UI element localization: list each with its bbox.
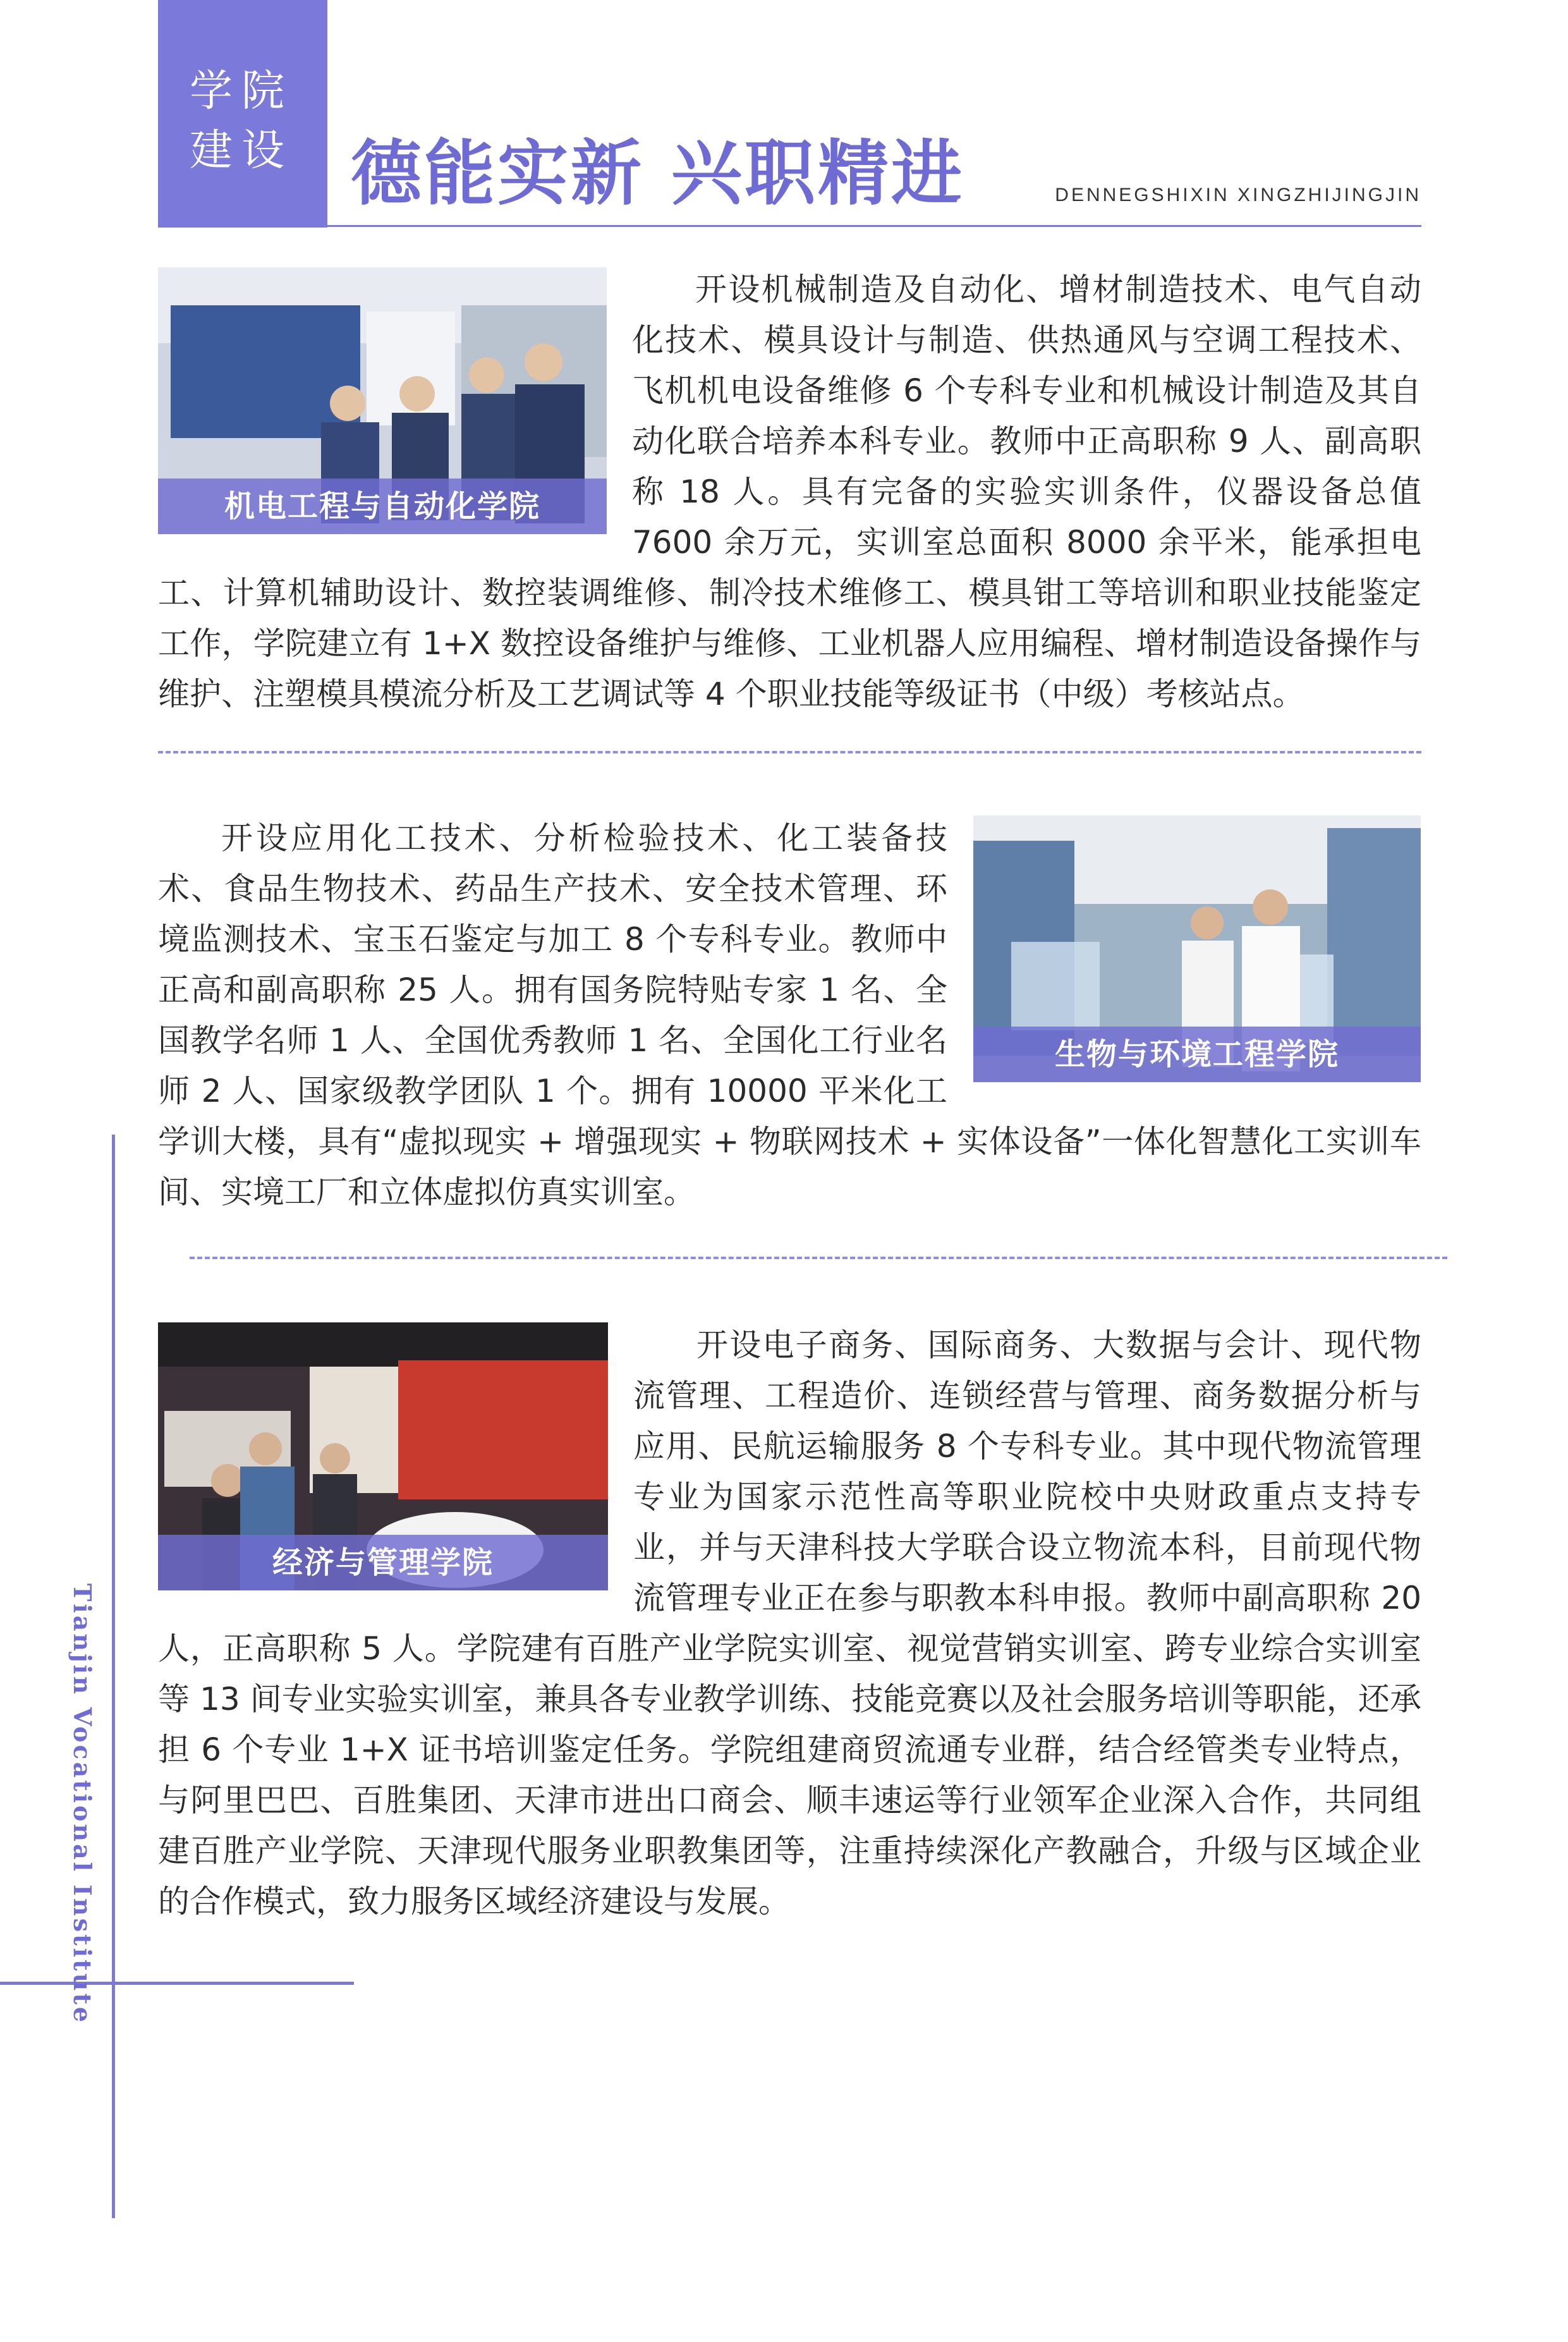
float-spacer — [973, 813, 1421, 1110]
page-subtitle: DENNEGSHIXIN XINGZHIJINGJIN — [1055, 185, 1421, 205]
side-horizontal-rule — [0, 1982, 354, 1985]
photo-econ-mgmt-caption: 经济与管理学院 — [158, 1535, 608, 1590]
section-tag-line1: 学院 — [190, 66, 294, 116]
section-mechatronics-text: 开设机械制造及自动化、增材制造技术、电气自动化技术、模具设计与制造、供热通风与空调工程技术、飞机机电设备维修 6 个专科专业和机械设计制造及其自动化联合培养本科专业。教师中正高职称 9 人、副高职称 18 人。具有完备的实验实训条件，仪器设备总值 7600 余万元，实训室总面积 8000 余平米，能承担电工、计算机辅助设计、数控装调维修、制冷技术维修工、模具钳工等培训和职业技能鉴定工作，学院建立有 1+X 数控设备维护与维修、工业机器人应用编程、增材制造设备操作与维护、注塑模具模流分析及工艺调试等 4 个职业技能等级证书（中级）考核站点。 — [158, 264, 1421, 719]
section-econ-mgmt-text: 开设电子商务、国际商务、大数据与会计、现代物流管理、工程造价、连锁经营与管理、商务数据分析与应用、民航运输服务 8 个专科专业。其中现代物流管理专业为国家示范性高等职业院校中央财政重点支持专业，并与天津科技大学联合设立物流本科，目前现代物流管理专业正在参与职教本科申报。教师中副高职称 20 人，正高职称 5 人。学院建有百胜产业学院实训室、视觉营销实训室、跨专业综合实训室等 13 间专业实验实训室，兼具各专业教学训练、技能竞赛以及社会服务培训等职能，还承担 6 个专业 1+X 证书培训鉴定任务。学院组建商贸流通专业群，结合经管类专业特点，与阿里巴巴、百胜集团、天津市进出口商会、顺丰速运等行业领军企业深入合作，共同组建百胜产业学院、天津现代服务业职教集团等，注重持续深化产教融合，升级与区域企业的合作模式，致力服务区域经济建设与发展。 — [158, 1320, 1421, 1927]
section-tag-line2: 建设 — [190, 126, 294, 176]
side-label-text: Tianjin Vocational Institute — [68, 1583, 97, 2025]
side-vertical-rule — [112, 1135, 115, 2218]
section-bio-env-text: 开设应用化工技术、分析检验技术、化工装备技术、食品生物技术、药品生产技术、安全技术管理、环境监测技术、宝玉石鉴定与加工 8 个专科专业。教师中正高和副高职称 25 人。拥有国务院特贴专家 1 名、全国教学名师 1 人、全国优秀教师 1 名、全国化工行业名师 2 人、国家级教学团队 1 个。拥有 10000 平米化工学训大楼，具有“虚拟现实 + 增强现实 + 物联网技术 + 实体设备”一体化智慧化工实训车间、实境工厂和立体虚拟仿真实训室。 — [158, 813, 1421, 1217]
section-divider-1 — [158, 751, 1421, 753]
page-title: 德能实新 兴职精进 — [351, 133, 964, 215]
header-rule — [158, 225, 1421, 227]
photo-bio-env-caption: 生物与环境工程学院 — [973, 1027, 1421, 1082]
float-spacer — [158, 1320, 608, 1617]
float-spacer — [158, 264, 607, 561]
section-divider-2 — [190, 1257, 1447, 1259]
section-tag — [158, 0, 327, 228]
photo-mechatronics-caption: 机电工程与自动化学院 — [158, 479, 607, 534]
